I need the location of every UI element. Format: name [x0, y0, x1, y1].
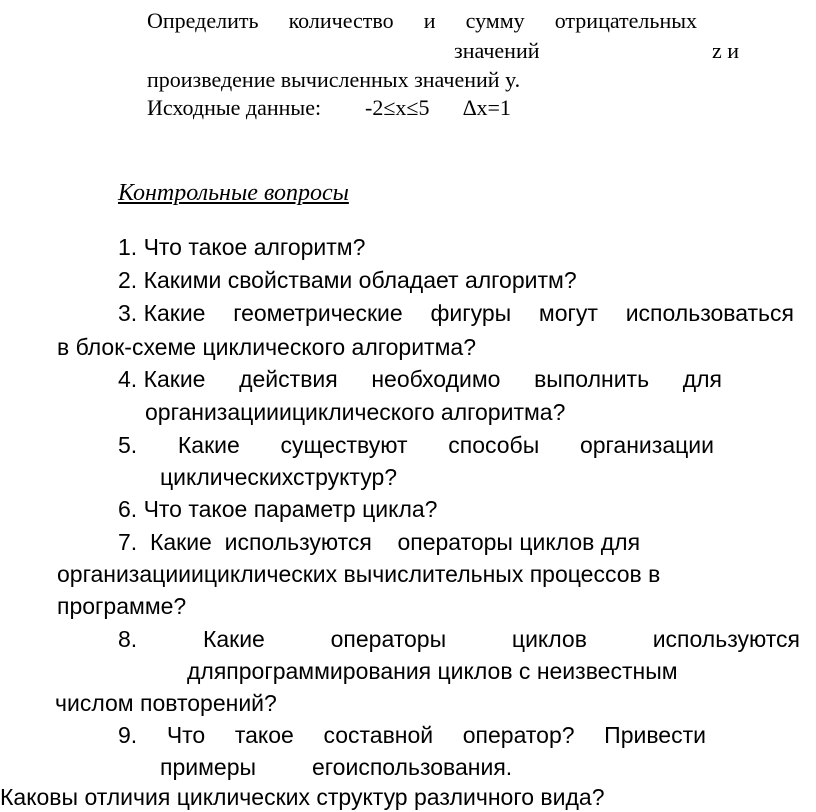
question-9-line-1 — [118, 724, 706, 747]
q4-word: выполнить — [534, 366, 650, 392]
q9-word: 9. — [118, 722, 138, 748]
q8-word: используются — [652, 626, 800, 652]
task-line-2a: значений — [454, 38, 540, 63]
question-4-line-2: организацииициклического алгоритма? — [145, 399, 566, 425]
q5-word: организации — [579, 432, 714, 458]
q3-word: геометрические — [233, 300, 403, 326]
q5-word: существуют — [280, 432, 408, 458]
question-5-line-1 — [118, 434, 714, 457]
task-word: Определить — [147, 8, 259, 33]
q4-word: 4. Какие — [118, 366, 206, 392]
question-9-line-2a: примеры — [160, 754, 257, 780]
question-3-line-1 — [118, 302, 794, 325]
page-title: Контрольные вопросы — [118, 180, 349, 206]
question-7-line-3: программе? — [57, 593, 187, 619]
question-6: 6. Что такое параметр цикла? — [118, 496, 438, 522]
task-word: отрицательных — [554, 8, 697, 33]
task-line-4-range: -2≤x≤5 — [365, 95, 430, 120]
question-1: 1. Что такое алгоритм? — [118, 234, 366, 260]
question-8-line-3: числом повторений? — [55, 690, 277, 716]
task-line-1 — [147, 10, 697, 32]
q3-word: фигуры — [430, 300, 512, 326]
question-8-line-2: дляпрограммирования циклов с неизвестным — [187, 658, 678, 684]
q9-word: Привести — [604, 722, 706, 748]
task-line-2b: z и — [712, 38, 740, 63]
q9-word: Что — [166, 722, 206, 748]
q4-word: действия — [239, 366, 338, 392]
question-10: Каковы отличия циклических структур различного вида? — [0, 784, 605, 810]
q5-word: Какие — [177, 432, 240, 458]
question-3-line-2: в блок-схеме циклического алгоритма? — [57, 334, 476, 360]
q9-word: такое — [234, 722, 294, 748]
q8-word: операторы — [330, 626, 447, 652]
q9-word: оператор? — [462, 722, 575, 748]
task-line-3: произведение вычисленных значений y. — [147, 67, 521, 92]
q8-word: Какие — [202, 626, 265, 652]
q3-word: 3. Какие — [118, 300, 206, 326]
q9-word: составной — [323, 722, 434, 748]
task-word: количество — [288, 8, 394, 33]
question-2: 2. Какими свойствами обладает алгоритм? — [118, 267, 577, 293]
q8-word: циклов — [511, 626, 587, 652]
q4-word: необходимо — [371, 366, 501, 392]
task-line-4-label: Исходные данные: — [147, 95, 322, 120]
task-word: сумму — [465, 8, 525, 33]
q3-word: использоваться — [625, 300, 794, 326]
q3-word: могут — [538, 300, 598, 326]
task-word: и — [423, 8, 436, 33]
q5-word: 5. — [118, 432, 138, 458]
question-8-line-1 — [118, 628, 800, 651]
q5-word: способы — [448, 432, 540, 458]
question-7-line-2: организацииициклических вычислительных процессов в — [57, 561, 661, 587]
question-4-line-1 — [118, 368, 722, 391]
task-line-4-step: ∆x=1 — [463, 95, 511, 120]
question-9-line-2b: егоиспользования. — [312, 754, 513, 780]
q8-word: 8. — [118, 626, 138, 652]
question-7-line-1: 7. Какие используются операторы циклов для — [118, 529, 641, 555]
question-5-line-2: циклическихструктур? — [160, 464, 398, 490]
q4-word: для — [682, 366, 722, 392]
